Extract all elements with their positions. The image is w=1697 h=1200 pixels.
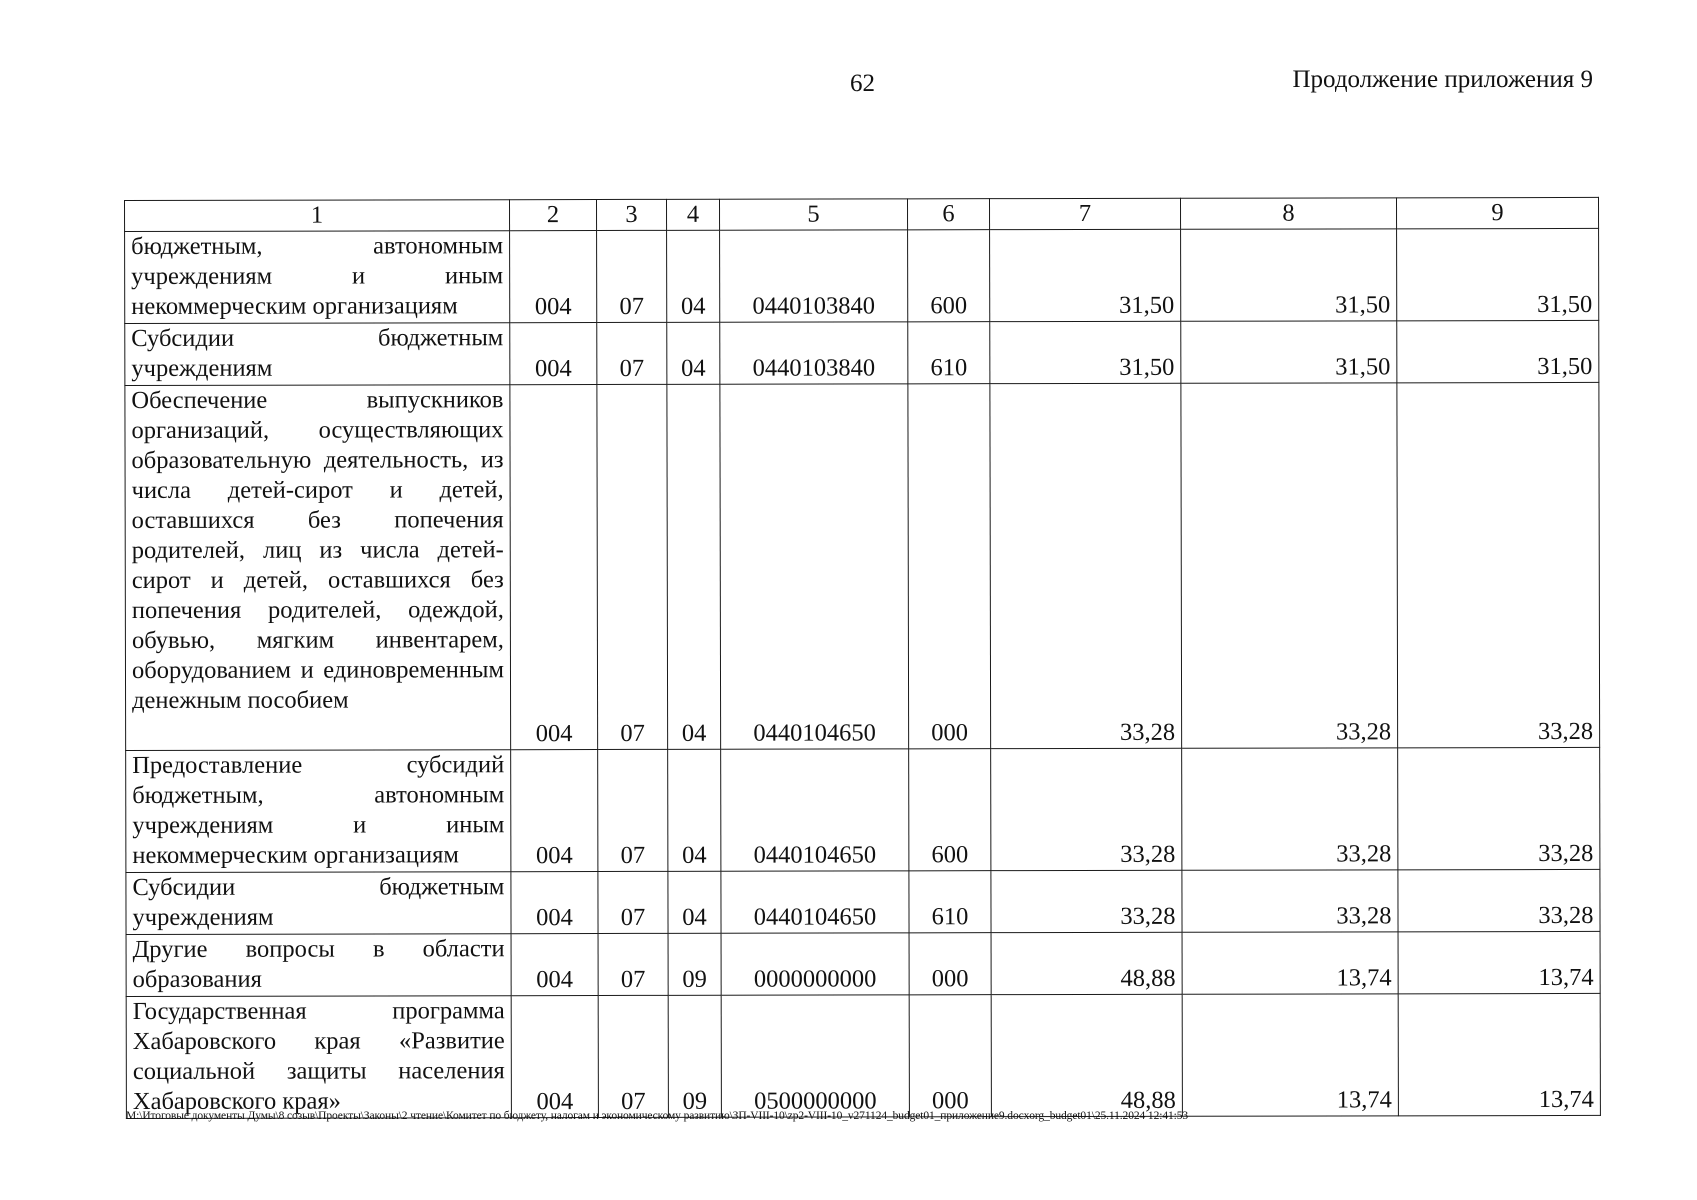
cell-code-4: 04 bbox=[667, 322, 720, 384]
cell-code-2: 004 bbox=[511, 750, 598, 872]
header-row bbox=[125, 197, 1599, 231]
footer-file-path: М:\Итоговые документы Думы\8 созыв\Проекты\Законы\2 чтение\Комитет по бюджету, налогам и экономическому развитию\ЗП-VIII-10\zp2-VIII-10_v271124_budget01_приложение9.docxorg_budget01\25.11.2024 12:41:53 bbox=[126, 1110, 1189, 1122]
row-name: Государственная программа Хабаровского края «Развитие социальной защиты населения Хабаровского края» bbox=[126, 996, 511, 1119]
cell-value-8: 33,28 bbox=[1182, 870, 1398, 932]
header-col-5: 5 bbox=[719, 199, 907, 230]
header-col-2: 2 bbox=[510, 200, 597, 231]
header-col-8: 8 bbox=[1180, 198, 1396, 229]
cell-value-7: 33,28 bbox=[991, 748, 1182, 870]
row-name: Другие вопросы в области образования bbox=[126, 934, 511, 997]
cell-code-5: 0000000000 bbox=[721, 933, 909, 995]
cell-code-3: 07 bbox=[598, 933, 668, 995]
row-name: Субсидии бюджетным учреждениям bbox=[125, 323, 510, 386]
cell-value-9: 31,50 bbox=[1397, 228, 1599, 320]
cell-value-8: 33,28 bbox=[1182, 748, 1398, 870]
cell-code-5: 0440104650 bbox=[721, 749, 909, 871]
cell-code-2: 004 bbox=[511, 934, 598, 996]
cell-code-5: 0500000000 bbox=[721, 995, 909, 1117]
cell-code-4: 04 bbox=[667, 384, 721, 749]
table-row bbox=[126, 993, 1600, 1118]
cell-code-5: 0440103840 bbox=[720, 322, 908, 384]
table-row bbox=[125, 382, 1600, 750]
page-number: 62 bbox=[850, 70, 875, 97]
cell-code-4: 04 bbox=[668, 871, 721, 933]
header-col-3: 3 bbox=[597, 199, 667, 230]
cell-code-3: 07 bbox=[598, 749, 668, 871]
cell-value-9: 33,28 bbox=[1398, 869, 1600, 931]
cell-value-8: 33,28 bbox=[1181, 383, 1398, 748]
cell-value-8: 13,74 bbox=[1182, 932, 1398, 994]
table-row bbox=[125, 228, 1599, 323]
table-row bbox=[126, 869, 1600, 934]
cell-code-4: 09 bbox=[668, 933, 721, 995]
cell-value-9: 13,74 bbox=[1398, 931, 1600, 993]
row-name: Субсидии бюджетным учреждениям bbox=[126, 872, 511, 935]
cell-value-8: 31,50 bbox=[1181, 229, 1397, 321]
table-row bbox=[126, 931, 1600, 996]
row-name: Предоставление субсидий бюджетным, автономным учреждениям и иным некоммерческим организациям bbox=[126, 750, 511, 873]
cell-value-7: 33,28 bbox=[990, 383, 1182, 748]
cell-code-2: 004 bbox=[511, 996, 598, 1118]
cell-code-6: 000 bbox=[909, 933, 991, 995]
cell-code-4: 09 bbox=[668, 995, 721, 1117]
cell-code-2: 004 bbox=[511, 872, 598, 934]
cell-value-7: 48,88 bbox=[991, 932, 1182, 994]
cell-code-6: 000 bbox=[908, 384, 991, 749]
row-name: бюджетным, автономным учреждениям и иным некоммерческим организациям bbox=[125, 231, 510, 324]
header-col-1: 1 bbox=[125, 200, 510, 232]
cell-value-9: 31,50 bbox=[1397, 320, 1599, 382]
continuation-label: Продолжение приложения 9 bbox=[1292, 66, 1593, 93]
budget-table bbox=[124, 197, 1601, 1119]
cell-code-3: 07 bbox=[597, 322, 667, 384]
cell-value-8: 31,50 bbox=[1181, 321, 1397, 383]
cell-code-3: 07 bbox=[597, 230, 667, 322]
table-header bbox=[125, 197, 1599, 231]
cell-code-2: 004 bbox=[510, 231, 597, 323]
cell-code-6: 000 bbox=[909, 995, 991, 1117]
cell-value-7: 48,88 bbox=[991, 994, 1182, 1116]
cell-code-5: 0440104650 bbox=[721, 871, 909, 933]
cell-code-5: 0440103840 bbox=[720, 230, 908, 322]
table-body bbox=[125, 228, 1601, 1118]
table-row bbox=[125, 320, 1599, 385]
cell-value-9: 33,28 bbox=[1398, 747, 1600, 869]
cell-code-3: 07 bbox=[597, 384, 668, 749]
cell-code-3: 07 bbox=[598, 871, 668, 933]
cell-code-6: 600 bbox=[908, 230, 990, 322]
cell-value-7: 31,50 bbox=[990, 321, 1181, 383]
table-row bbox=[126, 747, 1600, 872]
cell-code-6: 610 bbox=[908, 322, 990, 384]
cell-value-9: 33,28 bbox=[1397, 382, 1600, 747]
cell-code-4: 04 bbox=[667, 230, 720, 322]
cell-code-6: 610 bbox=[909, 871, 991, 933]
cell-code-2: 004 bbox=[510, 323, 597, 385]
cell-value-7: 33,28 bbox=[991, 870, 1182, 932]
cell-code-5: 0440104650 bbox=[720, 384, 909, 749]
header-col-9: 9 bbox=[1396, 197, 1598, 228]
cell-code-3: 07 bbox=[598, 995, 668, 1117]
cell-value-8: 13,74 bbox=[1182, 994, 1398, 1116]
cell-code-6: 600 bbox=[909, 749, 991, 871]
cell-code-4: 04 bbox=[668, 749, 721, 871]
header-col-7: 7 bbox=[989, 198, 1180, 229]
cell-value-7: 31,50 bbox=[990, 229, 1181, 321]
row-name: Обеспечение выпускников организаций, осуществляющих образовательную деятельность, из числа детей-сирот и детей, оставшихся без попечения родителей, лиц из числа детей-сирот и детей, оставшихся без попечения родителей, одеждой, обувью, мягким инвентарем, оборудованием и единовременным денежным пособием bbox=[125, 385, 511, 751]
header-col-4: 4 bbox=[666, 199, 719, 230]
header-col-6: 6 bbox=[907, 199, 989, 230]
cell-value-9: 13,74 bbox=[1398, 993, 1600, 1115]
cell-code-2: 004 bbox=[510, 385, 598, 750]
